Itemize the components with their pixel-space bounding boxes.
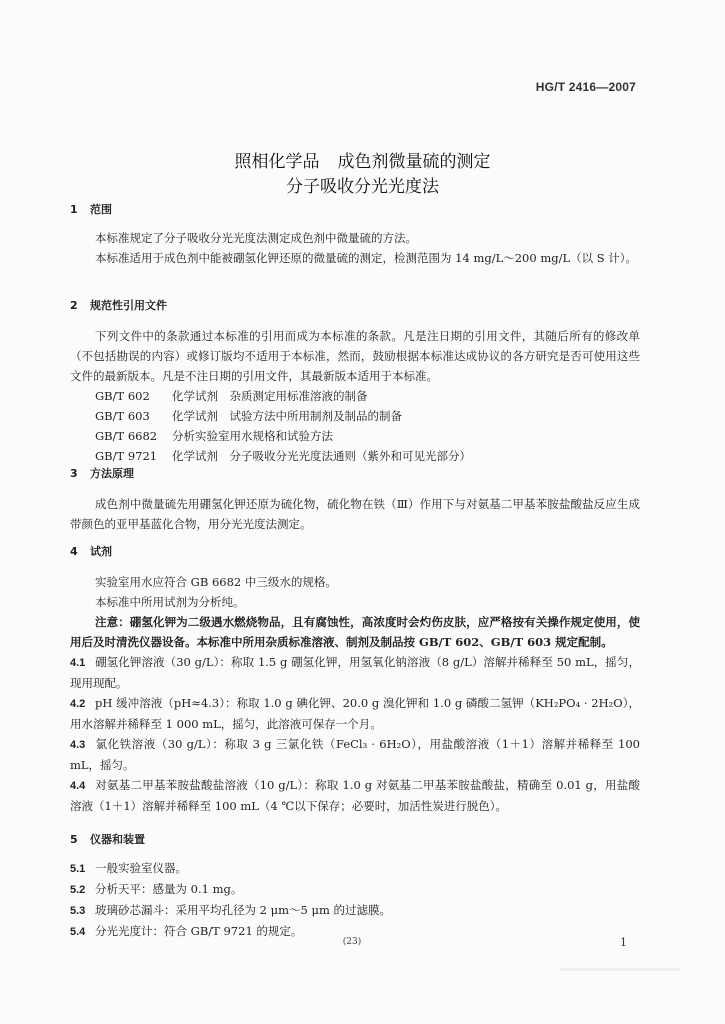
reference-item: GB/T 9721 化学试剂 分子吸收分光光度法通则（紫外和可见光部分） (95, 449, 471, 463)
reference-item: GB/T 6682 分析实验室用水规格和试验方法 (95, 429, 333, 443)
section-5 (70, 830, 640, 942)
paragraph: 成色剂中微量硫先用硼氢化钾还原为硫化物，硫化物在铁（Ⅲ）作用下与对氨基二甲基苯胺盐酸盐反应生成带颜色的亚甲基蓝化合物，用分光光度法测定。 (70, 497, 640, 531)
list-item: 5.2 分析天平：感量为 0.1 mg。 (70, 882, 243, 896)
paragraph: 本标准规定了分子吸收分光光度法测定成色剂中微量硫的方法。 (95, 231, 417, 245)
paragraph: 本标准适用于成色剂中能被硼氢化钾还原的微量硫的测定，检测范围为 14 mg/L～200 mg/L（以 S 计）。 (95, 251, 638, 265)
paragraph: 下列文件中的条款通过本标准的引用而成为本标准的条款。凡是注日期的引用文件，其随后所有的修改单（不包括勘误的内容）或修订版均不适用于本标准，然而，鼓励根据本标准达成协议的各方研究是否可使用这些文件的最新版本。凡是不注日期的引用文件，其最新版本适用于本标准。 (70, 329, 640, 383)
reference-item: GB/T 603 化学试剂 试验方法中所用制剂及制品的制备 (95, 409, 402, 423)
safety-note: 注意：硼氢化钾为二级遇水燃烧物品，且有腐蚀性，高浓度时会灼伤皮肤，应严格按有关操作规定使用，使用后及时清洗仪器设备。本标准中所用杂质标准溶液、制剂及制品按 GB/T 602、GB/T 603 规定配制。 (70, 615, 640, 649)
standard-code: HG/T 2416—2007 (535, 80, 636, 94)
document-title (0, 147, 725, 172)
list-item: 4.4 对氨基二甲基苯胺盐酸盐溶液（10 g/L）：称取 1.0 g 对氨基二甲基苯胺盐酸盐，精确至 0.01 g，用盐酸溶液（1＋1）溶解并稀释至 100 mL（4 ℃以下保存；必要时，加活性炭进行脱色）。 (70, 778, 640, 813)
document-subtitle: 分子吸收分光光度法 (286, 177, 439, 197)
list-item: 4.2 pH 缓冲溶液（pH≈4.3）：称取 1.0 g 碘化钾、20.0 g 溴化钾和 1.0 g 磷酸二氢钾（KH₂PO₄ · 2H₂O），用水溶解并稀释至 1 000 mL，摇匀，此溶液可保存一个月。 (70, 696, 640, 731)
paragraph: 实验室用水应符合 GB 6682 中三级水的规格。 (95, 575, 337, 589)
section-1 (70, 200, 640, 268)
section-2 (70, 296, 640, 466)
section-heading: 1 范围 (70, 203, 112, 216)
section-4 (70, 542, 640, 816)
title-part-2: 成色剂微量硫的测定 (337, 152, 491, 172)
list-item: 4.1 硼氢化钾溶液（30 g/L）：称取 1.5 g 硼氢化钾，用氢氧化钠溶液（8 g/L）溶解并稀释至 50 mL，摇匀，现用现配。 (70, 655, 640, 690)
section-heading: 3 方法原理 (70, 467, 134, 480)
section-heading: 5 仪器和装置 (70, 833, 145, 846)
paragraph: 本标准中所用试剂为分析纯。 (95, 595, 245, 609)
page-number-center: (23) (342, 937, 362, 947)
section-3 (70, 464, 640, 534)
list-item: 4.3 氯化铁溶液（30 g/L）：称取 3 g 三氯化铁（FeCl₃ · 6H₂O），用盐酸溶液（1＋1）溶解并稀释至 100 mL，摇匀。 (70, 737, 640, 772)
list-item: 5.3 玻璃砂芯漏斗：采用平均孔径为 2 μm～5 μm 的过滤膜。 (70, 903, 392, 917)
list-item: 5.4 分光光度计：符合 GB/T 9721 的规定。 (70, 924, 303, 938)
list-item: 5.1 一般实验室仪器。 (70, 861, 187, 875)
section-heading: 2 规范性引用文件 (70, 299, 167, 312)
title-part-1: 照相化学品 (234, 152, 320, 172)
scan-edge-divider (560, 968, 680, 971)
section-heading: 4 试剂 (70, 545, 112, 558)
page-number: 1 (620, 936, 627, 949)
reference-item: GB/T 602 化学试剂 杂质测定用标准溶液的制备 (95, 389, 368, 403)
